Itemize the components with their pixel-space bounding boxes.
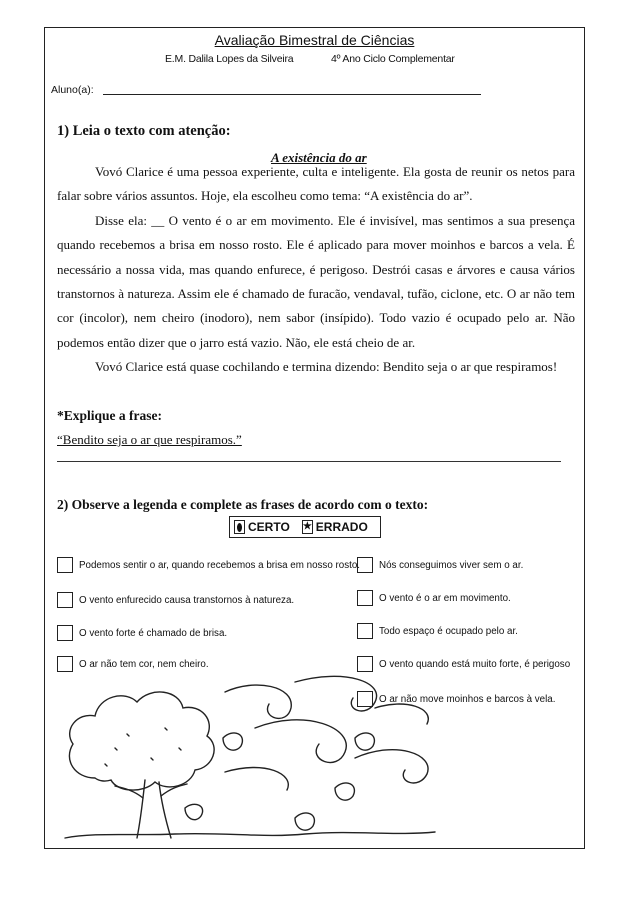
checkbox[interactable] <box>357 557 373 573</box>
statement-text: O vento é o ar em movimento. <box>379 592 511 604</box>
dot-icon <box>237 523 242 532</box>
explain-quote: “Bendito seja o ar que respiramos.” <box>57 432 242 447</box>
answer-line[interactable] <box>57 461 561 462</box>
reading-text <box>57 160 575 380</box>
student-name-label: Aluno(a): <box>51 84 94 96</box>
statement-right-2[interactable] <box>357 590 511 606</box>
statement-right-3[interactable] <box>357 623 518 639</box>
school-name: E.M. Dalila Lopes da Silveira <box>165 53 294 65</box>
statement-right-1[interactable] <box>357 557 523 573</box>
checkbox[interactable] <box>57 557 73 573</box>
checkbox[interactable] <box>357 623 373 639</box>
wind-tree-illustration <box>55 668 575 843</box>
question-1-heading: 1) Leia o texto com atenção: <box>57 123 231 139</box>
checkbox[interactable] <box>57 592 73 608</box>
statement-text: O vento quando está muito forte, é perigoso <box>379 658 571 670</box>
paragraph-1: Vovó Clarice é uma pessoa experiente, culta e inteligente. Ela gosta de reunir os netos para falar sobre vários assuntos. Hoje, ela escolheu como tema: “A existência do ar”. <box>57 164 575 204</box>
statement-text: Todo espaço é ocupado pelo ar. <box>379 625 518 637</box>
paragraph-2: Disse ela: __ O vento é o ar em movimento. Ele é invisível, mas sentimos a sua presença quando recebemos a brisa em nosso rosto. Ele é aplicado para mover moinhos e barcos a vela. É necessário a nossa vida, mas quando enfurece, é perigoso. Destrói casas e árvores e causa vários transtornos à natureza. Assim ele é chamado de furacão, vendaval, tufão, ciclone, etc. O ar não tem cor (incolor), nem cheiro (inodoro), nem sabor (insípido). Todo vazio é ocupado pelo ar. Não podemos então dizer que o jarro está vazio. Não, ele está cheio de ar. <box>57 212 575 350</box>
statement-text: Podemos sentir o ar, quando recebemos a brisa em nosso rosto. <box>79 559 360 571</box>
star-icon: ★ <box>302 521 312 532</box>
statement-text: O vento enfurecido causa transtornos à natureza. <box>79 594 295 606</box>
legend-wrong-label: ERRADO <box>315 520 368 534</box>
legend-correct-box <box>234 520 245 534</box>
grade-label: 4º Ano Ciclo Complementar <box>331 53 455 65</box>
question-2-heading: 2) Observe a legenda e complete as frases de acordo com o texto: <box>57 497 429 512</box>
legend-correct-label: CERTO <box>248 520 290 534</box>
legend <box>229 516 381 538</box>
paragraph-3: Vovó Clarice está quase cochilando e termina dizendo: Bendito seja o ar que respiramos! <box>95 359 558 375</box>
statement-text: O ar não move moinhos e barcos à vela. <box>379 693 556 705</box>
statement-left-2[interactable] <box>57 592 294 608</box>
checkbox[interactable] <box>357 590 373 606</box>
statement-text: O ar não tem cor, nem cheiro. <box>79 658 209 670</box>
statement-left-1[interactable] <box>57 557 360 573</box>
statement-text: Nós conseguimos viver sem o ar. <box>379 559 524 571</box>
explain-heading: *Explique a frase: <box>57 408 163 423</box>
page-title: Avaliação Bimestral de Ciências <box>214 32 415 48</box>
legend-wrong-box <box>302 520 313 534</box>
student-name-line[interactable] <box>103 94 481 95</box>
statement-left-3[interactable] <box>57 625 227 641</box>
worksheet-page <box>44 27 585 849</box>
checkbox[interactable] <box>57 625 73 641</box>
text-title: A existência do ar <box>271 150 367 165</box>
statement-text: O vento forte é chamado de brisa. <box>79 627 228 639</box>
